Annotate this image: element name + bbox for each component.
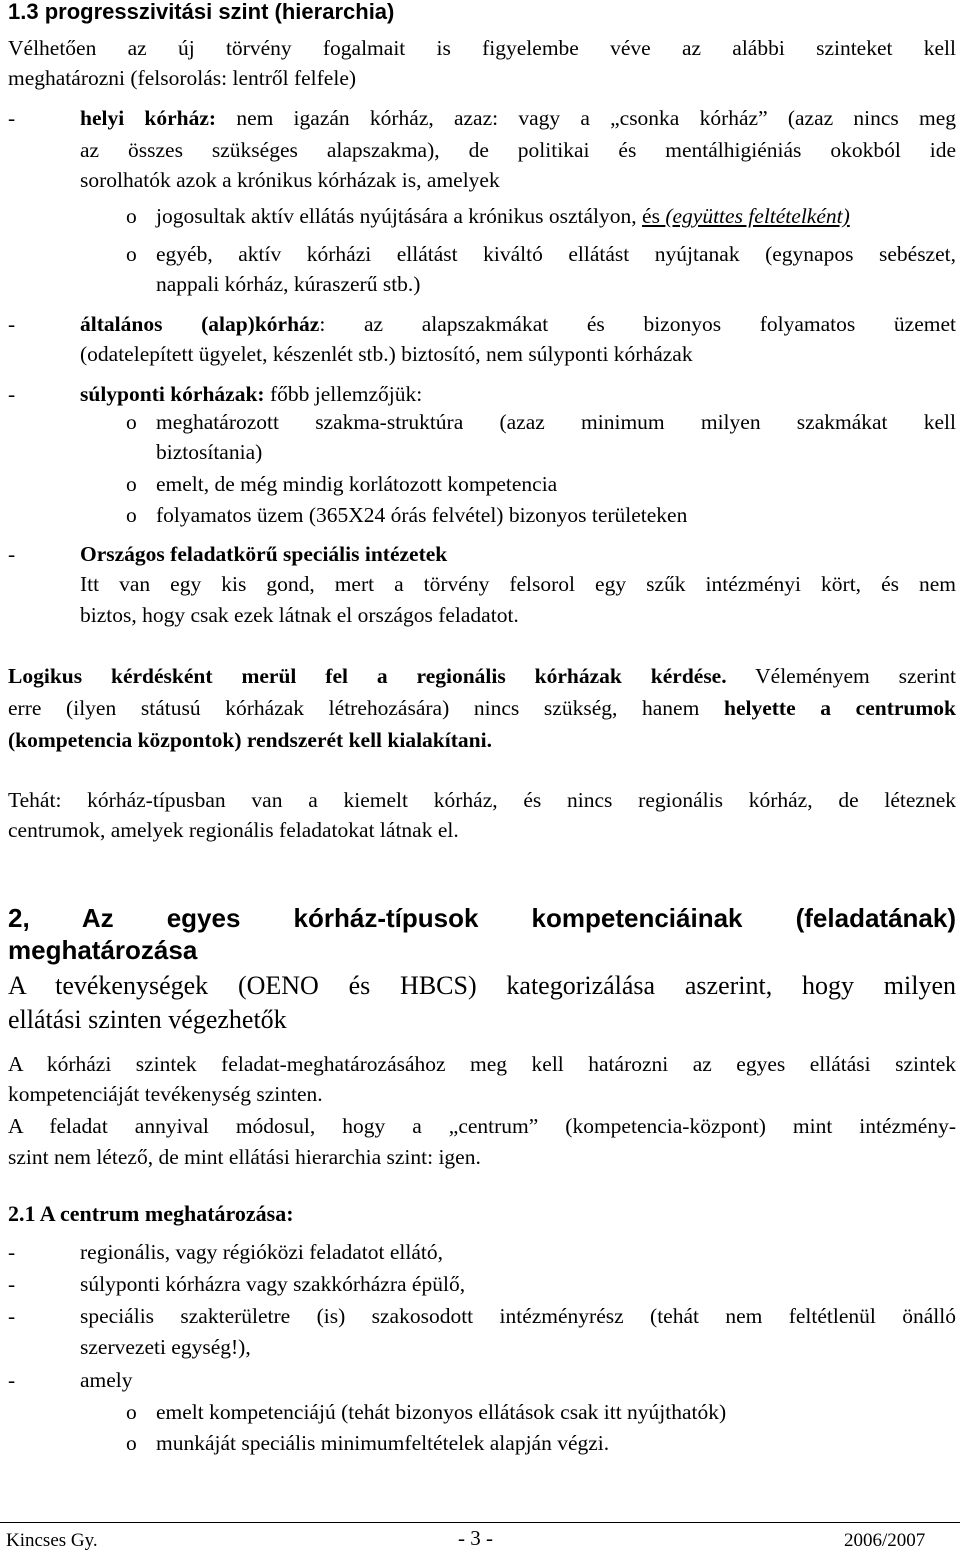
helyi-text-3: sorolhatók azok a krónikus kórházak is, amelyek xyxy=(80,168,500,192)
list-dash: - xyxy=(8,1272,16,1296)
footer-rule xyxy=(0,1522,960,1523)
centrum-item-3-1: speciális szakterületre (is) szakosodott intézményrész (tehát nem feltétlenül önálló xyxy=(80,1304,956,1328)
section-heading-2: 2, Az egyes kórház-típusok kompetenciáinak (feladatának) xyxy=(8,903,956,933)
centrum-item-4: amely xyxy=(80,1368,133,1392)
orszagos-text-1: Itt van egy kis gond, mert a törvény felsorol egy szűk intézményi kört, és nem xyxy=(80,572,956,596)
list-dash: - xyxy=(8,1368,16,1392)
list-dash: - xyxy=(8,542,16,566)
list-bullet: o xyxy=(126,472,137,496)
list-dash: - xyxy=(8,312,16,336)
sulyponti-sub3: folyamatos üzem (365X24 órás felvétel) bizonyos területeken xyxy=(156,503,688,527)
tehat-line-1: Tehát: kórház-típusban van a kiemelt kórház, és nincs regionális kórház, de léteznek xyxy=(8,788,956,812)
sulyponti-sub1-1: meghatározott szakma-struktúra (azaz minimum milyen szakmákat kell xyxy=(156,410,956,434)
term-altalanos-korhaz: általános (alap)kórház xyxy=(80,312,320,336)
term-sulyponti-korhazak: súlyponti kórházak: xyxy=(80,382,265,406)
section-heading-2-cont: meghatározása xyxy=(8,935,198,965)
term-orszagos: Országos feladatkörű speciális intézetek xyxy=(80,542,448,566)
section-2-subtitle-2: ellátási szinten végezhetők xyxy=(8,1005,287,1034)
es-word: és xyxy=(642,204,660,228)
list-bullet: o xyxy=(126,242,137,266)
centrum-item-2: súlyponti kórházra vagy szakkórházra épülő, xyxy=(80,1272,466,1296)
list-dash: - xyxy=(8,382,16,406)
sub-item-es-underlined xyxy=(642,204,850,228)
logikus-bold: Logikus kérdésként merül fel a regionális kórházak kérdése. xyxy=(8,664,727,688)
list-dash: - xyxy=(8,106,16,130)
logikus-l2-a: erre (ilyen státusú kórházak létrehozására) nincs szükség, hanem xyxy=(8,696,700,720)
centrum-item-1: regionális, vagy régióközi feladatot ellátó, xyxy=(80,1240,443,1264)
section-2-p1-1: A kórházi szintek feladat-meghatározásához meg kell határozni az egyes ellátási szintek xyxy=(8,1052,956,1076)
term-helyi-korhaz: helyi kórház: xyxy=(80,106,217,130)
sulyponti-text: főbb jellemzőjük: xyxy=(269,382,423,406)
logikus-l2-b: helyette a centrumok xyxy=(723,696,956,720)
section-2-p1-2: kompetenciáját tevékenység szinten. xyxy=(8,1082,323,1106)
centrum-item-3-2: szervezeti egység!), xyxy=(80,1335,251,1359)
list-item-sulyponti xyxy=(80,380,422,408)
list-item-helyi xyxy=(80,104,956,132)
footer-author: Kincses Gy. xyxy=(6,1530,98,1551)
list-bullet: o xyxy=(126,204,137,228)
intro-line-2: meghatározni (felsorolás: lentről felfele) xyxy=(8,66,357,90)
list-bullet: o xyxy=(126,1431,137,1455)
altalanos-text-1: : az alapszakmákat és bizonyos folyamatos üzemet xyxy=(319,312,956,336)
sub-item-egyeb-2: nappali kórház, kúraszerű stb.) xyxy=(156,272,421,296)
list-bullet: o xyxy=(126,503,137,527)
egyuttes-feltetel: (együttes feltételként) xyxy=(665,204,850,228)
logikus-line-2 xyxy=(8,694,956,722)
logikus-rest: Véleményem szerint xyxy=(755,664,956,688)
helyi-text-1: nem igazán kórház, azaz: vagy a „csonka kórház” (azaz nincs meg xyxy=(236,106,957,130)
logikus-line-3: (kompetencia központok) rendszerét kell kialakítani. xyxy=(8,728,492,752)
centrum-sub-1: emelt kompetenciájú (tehát bizonyos ellátások csak itt nyújthatók) xyxy=(156,1400,727,1424)
section-2-p2-2: szint nem létező, de mint ellátási hierarchia szint: igen. xyxy=(8,1145,481,1169)
section-2-p2-1: A feladat annyival módosul, hogy a „centrum” (kompetencia-központ) mint intézmény- xyxy=(8,1114,956,1138)
sub-item-egyeb-1: egyéb, aktív kórházi ellátást kiváltó ellátást nyújtanak (egynapos sebészet, xyxy=(156,242,956,266)
sub-item-jogosultak xyxy=(156,202,850,230)
list-item-altalanos xyxy=(80,310,956,338)
sulyponti-sub2: emelt, de még mindig korlátozott kompetencia xyxy=(156,472,558,496)
sub-item-jogosultak-text: jogosultak aktív ellátás nyújtására a krónikus osztályon, xyxy=(156,204,637,228)
sulyponti-sub1-2: biztosítania) xyxy=(156,440,263,464)
tehat-line-2: centrumok, amelyek regionális feladatokat látnak el. xyxy=(8,818,459,842)
section-heading-2-1: 2.1 A centrum meghatározása: xyxy=(8,1201,294,1226)
helyi-text-2: az összes szükséges alapszakma), de politikai és mentálhigiéniás okokból ide xyxy=(80,138,956,162)
footer-page-number: - 3 - xyxy=(458,1526,493,1550)
list-bullet: o xyxy=(126,410,137,434)
section-2-subtitle-1: A tevékenységek (OENO és HBCS) kategorizálása aszerint, hogy milyen xyxy=(8,971,956,1000)
altalanos-text-2: (odatelepített ügyelet, készenlét stb.) biztosító, nem súlyponti kórházak xyxy=(80,342,693,366)
intro-line-1: Vélhetően az új törvény fogalmait is figyelembe véve az alábbi szinteket kell xyxy=(8,36,956,60)
centrum-sub-2: munkáját speciális minimumfeltételek alapján végzi. xyxy=(156,1431,610,1455)
section-heading-1-3: 1.3 progresszivitási szint (hierarchia) xyxy=(8,0,395,24)
list-dash: - xyxy=(8,1304,16,1328)
list-bullet: o xyxy=(126,1400,137,1424)
logikus-line-1 xyxy=(8,662,956,690)
orszagos-text-2: biztos, hogy csak ezek látnak el országos feladatot. xyxy=(80,603,519,627)
footer-year: 2006/2007 xyxy=(844,1530,926,1551)
list-dash: - xyxy=(8,1240,16,1264)
